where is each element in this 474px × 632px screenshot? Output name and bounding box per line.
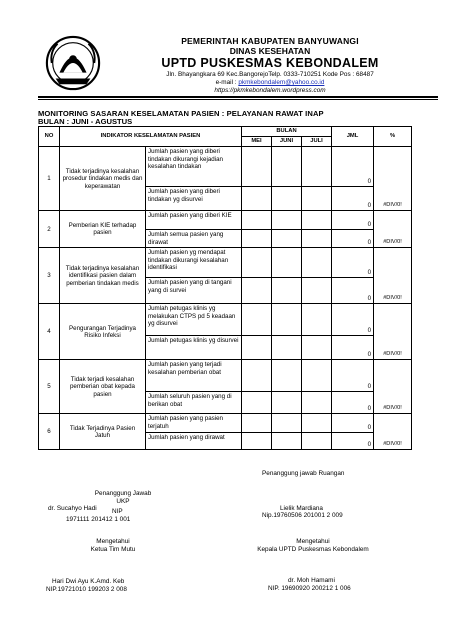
signature-role-unit: UKP <box>116 498 130 505</box>
cell-juli[interactable] <box>302 433 332 450</box>
letterhead-rule-thin <box>38 99 438 100</box>
row-numerator-label: Jumlah pasien yang pasien terjatuh <box>146 414 242 433</box>
signature-block-ukp <box>58 490 188 506</box>
row-percent: #DIV/0! <box>374 248 412 304</box>
table-row <box>39 360 412 392</box>
cell-juni[interactable] <box>272 147 302 187</box>
row-denominator-label: Jumlah pasien yang di tangani yang di survei <box>146 278 242 304</box>
signature-name-ruangan: Lielik Mardiana <box>280 505 323 512</box>
header-juni: JUNI <box>272 137 302 147</box>
cell-juni[interactable] <box>272 248 302 278</box>
cell-juni[interactable] <box>272 433 302 450</box>
header-mei: MEI <box>242 137 272 147</box>
header-juli: JULI <box>302 137 332 147</box>
row-number: 5 <box>39 360 60 414</box>
table-row <box>39 147 412 187</box>
header-month-group: BULAN <box>242 127 332 137</box>
header-percent: % <box>374 127 412 147</box>
row-numerator-label: Jumlah pasien yang diberi tindakan dikurangi kejadian kesalahan tindakan <box>146 147 242 187</box>
email-line <box>100 79 440 87</box>
signature-block-mutu <box>48 538 178 554</box>
row-indicator: Pengurangan Terjadinya Risiko Infeksi <box>60 304 146 360</box>
cell-mei[interactable] <box>242 187 272 211</box>
row-percent: #DIV/0! <box>374 414 412 450</box>
header-no: NO <box>39 127 60 147</box>
email-label: e-mail : <box>215 79 239 86</box>
row-numerator-total: 0 <box>332 248 374 278</box>
table-row <box>39 414 412 433</box>
row-denominator-total: 0 <box>332 433 374 450</box>
letterhead <box>100 36 440 95</box>
row-numerator-total: 0 <box>332 147 374 187</box>
signature-role-unit: Ketua Tim Mutu <box>90 546 136 553</box>
cell-mei[interactable] <box>242 147 272 187</box>
cell-juli[interactable] <box>302 360 332 392</box>
cell-mei[interactable] <box>242 360 272 392</box>
row-indicator: Tidak terjadi kesalahan pemberian obat kepada pasien <box>60 360 146 414</box>
row-numerator-label: Jumlah pasien yang terjadi kesalahan pemberian obat <box>146 360 242 392</box>
header-jml: JML <box>332 127 374 147</box>
signature-role-unit: Kepala UPTD Puskesmas Kebondalem <box>257 546 369 553</box>
signature-role-ruangan: Penanggung jawab Ruangan <box>262 470 345 477</box>
row-denominator-total: 0 <box>332 278 374 304</box>
cell-juni[interactable] <box>272 392 302 414</box>
email-link[interactable]: pkmkebondalem@yahoo.co.id <box>238 79 325 86</box>
row-numerator-total: 0 <box>332 414 374 433</box>
government-name: PEMERINTAH KABUPATEN BANYUWANGI <box>181 36 359 46</box>
row-numerator-total: 0 <box>332 304 374 336</box>
header-indicator: INDIKATOR KESELAMATAN PASIEN <box>60 127 242 147</box>
cell-juli[interactable] <box>302 414 332 433</box>
row-number: 3 <box>39 248 60 304</box>
row-denominator-label: Jumlah petugas klinis yg disurvei <box>146 336 242 360</box>
row-denominator-total: 0 <box>332 336 374 360</box>
cell-mei[interactable] <box>242 414 272 433</box>
cell-mei[interactable] <box>242 278 272 304</box>
row-numerator-label: Jumlah petugas klinis yg melakukan CTPS pd 5 keadaan yg disurvei <box>146 304 242 336</box>
row-percent: #DIV/0! <box>374 360 412 414</box>
document-period: BULAN : JUNI - AGUSTUS <box>38 117 133 126</box>
banyuwangi-seal-logo <box>44 34 102 92</box>
cell-juli[interactable] <box>302 392 332 414</box>
row-numerator-label: Jumlah pasien yang diberi KIE <box>146 211 242 230</box>
cell-juni[interactable] <box>272 336 302 360</box>
row-denominator-label: Jumlah semua pasien yang dirawat <box>146 230 242 248</box>
cell-mei[interactable] <box>242 304 272 336</box>
cell-juli[interactable] <box>302 187 332 211</box>
cell-juni[interactable] <box>272 278 302 304</box>
address-line: Jln. Bhayangkara 69 Kec.BangorejoTelp. 0333-710251 Kode Pos : 68487 <box>166 71 374 78</box>
cell-juli[interactable] <box>302 147 332 187</box>
row-indicator: Pemberian KIE terhadap pasien <box>60 211 146 248</box>
cell-mei[interactable] <box>242 230 272 248</box>
cell-mei[interactable] <box>242 211 272 230</box>
cell-juni[interactable] <box>272 414 302 433</box>
department-name: DINAS KESEHATAN <box>229 46 311 56</box>
row-denominator-total: 0 <box>332 187 374 211</box>
monitoring-table <box>38 126 412 450</box>
row-denominator-label: Jumlah seluruh pasien yang di berikan obat <box>146 392 242 414</box>
row-percent: #DIV/0! <box>374 304 412 360</box>
row-number: 6 <box>39 414 60 450</box>
row-number: 2 <box>39 211 60 248</box>
signature-role: Mengetahui <box>296 538 330 545</box>
row-percent: #DIV/0! <box>374 211 412 248</box>
row-denominator-total: 0 <box>332 392 374 414</box>
cell-mei[interactable] <box>242 392 272 414</box>
table-row <box>39 304 412 336</box>
cell-mei[interactable] <box>242 336 272 360</box>
cell-mei[interactable] <box>242 248 272 278</box>
signature-name-kepala: dr. Moh Hamami <box>288 577 335 584</box>
cell-juli[interactable] <box>302 304 332 336</box>
signature-nip-ruangan: Nip.19760506 201001 2 009 <box>262 512 343 519</box>
cell-juni[interactable] <box>272 187 302 211</box>
table-row <box>39 211 412 230</box>
cell-juli[interactable] <box>302 278 332 304</box>
cell-mei[interactable] <box>242 433 272 450</box>
signature-nip-label-ukp: NIP <box>112 508 123 515</box>
row-numerator-total: 0 <box>332 211 374 230</box>
signature-block-kepala <box>248 538 378 554</box>
cell-juni[interactable] <box>272 360 302 392</box>
institution-name: UPTD PUSKESMAS KEBONDALEM <box>161 56 379 70</box>
row-number: 1 <box>39 147 60 211</box>
signature-nip-kepala: NIP. 19690920 200212 1 006 <box>268 585 351 592</box>
row-numerator-total: 0 <box>332 360 374 392</box>
cell-juli[interactable] <box>302 248 332 278</box>
cell-juni[interactable] <box>272 211 302 230</box>
row-denominator-total: 0 <box>332 230 374 248</box>
signature-role: Penanggung Jawab <box>94 490 152 497</box>
signature-role: Mengetahui <box>96 538 130 545</box>
signature-name-ukp: dr. Sucahyo Hadi <box>48 505 97 512</box>
row-denominator-label: Jumlah pasien yang dirawat <box>146 433 242 450</box>
row-indicator: Tidak terjadinya kesalahan prosedur tindakan medis dan keperawatan <box>60 147 146 211</box>
row-denominator-label: Jumlah pasien yang diberi tindakan yg disurvei <box>146 187 242 211</box>
table-row <box>39 248 412 278</box>
row-number: 4 <box>39 304 60 360</box>
website-line[interactable]: https://pkmkebondalem.wordpress.com <box>214 87 326 94</box>
cell-juni[interactable] <box>272 304 302 336</box>
signature-name-mutu: Hari Dwi Ayu K.Amd. Keb <box>52 578 125 585</box>
row-indicator: Tidak Terjadinya Pasien Jatuh <box>60 414 146 450</box>
cell-juli[interactable] <box>302 336 332 360</box>
cell-juli[interactable] <box>302 230 332 248</box>
row-numerator-label: Jumlah pasien yg mendapat tindakan dikurangi kesalahan identifikasi <box>146 248 242 278</box>
letterhead-rule-thick <box>38 96 438 98</box>
cell-juli[interactable] <box>302 211 332 230</box>
signature-nip-ukp: 1971111 201412 1 001 <box>66 516 131 523</box>
document-title: MONITORING SASARAN KESELAMATAN PASIEN : PELAYANAN RAWAT INAP <box>38 109 324 118</box>
row-indicator: Tidak terjadinya kesalahan identifikasi pasien dalam pemberian tindakan medis <box>60 248 146 304</box>
signature-nip-mutu: NIP.19721010 199203 2 008 <box>46 586 127 593</box>
cell-juni[interactable] <box>272 230 302 248</box>
row-percent: #DIV/0! <box>374 147 412 211</box>
